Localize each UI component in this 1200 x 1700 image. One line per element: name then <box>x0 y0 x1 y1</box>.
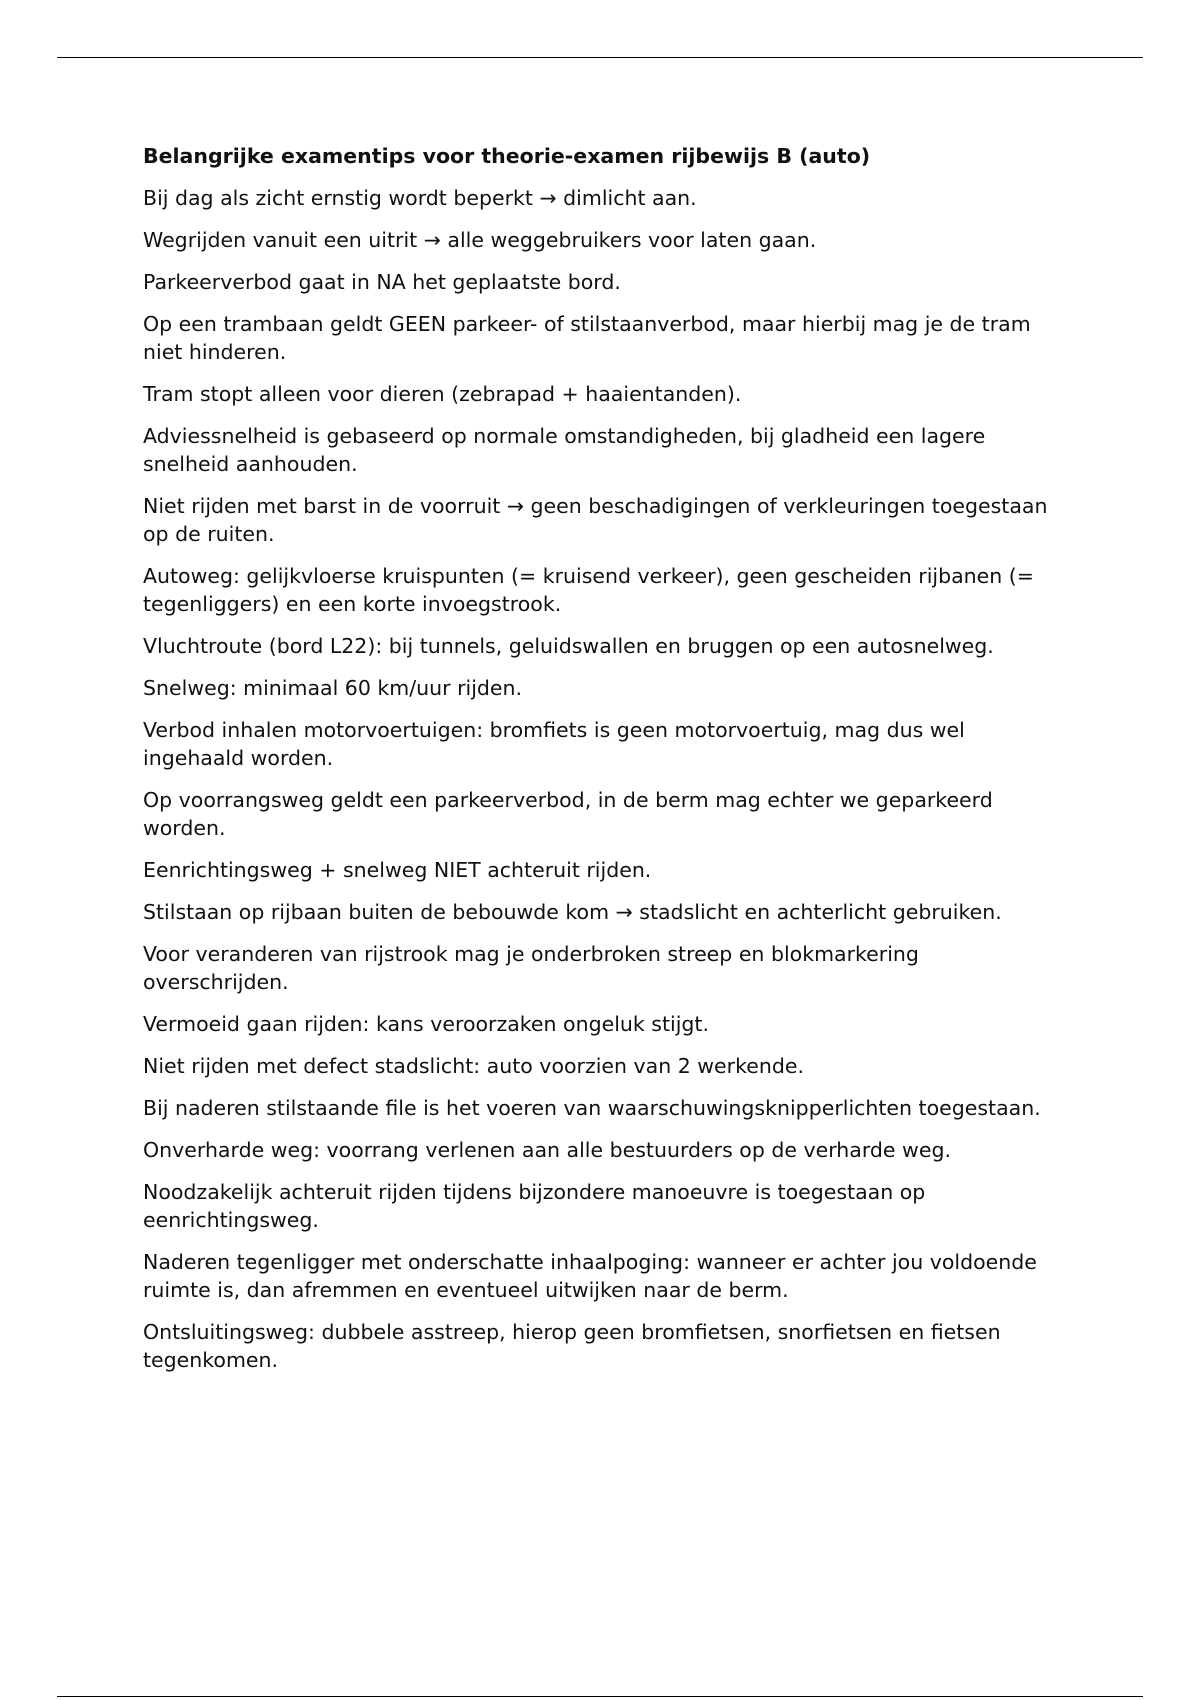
tip-paragraph: Tram stopt alleen voor dieren (zebrapad + haaientanden). <box>143 382 742 406</box>
document-body <box>143 142 1063 1388</box>
tip-paragraph: Niet rijden met defect stadslicht: auto voorzien van 2 werkende. <box>143 1054 804 1078</box>
tip-paragraph: Bij naderen stilstaande file is het voeren van waarschuwingsknipperlichten toegestaan. <box>143 1096 1041 1120</box>
document-title: Belangrijke examentips voor theorie-examen rijbewijs B (auto) <box>143 144 871 168</box>
tip-paragraph: Eenrichtingsweg + snelweg NIET achteruit rijden. <box>143 858 652 882</box>
tip-paragraph: Op een trambaan geldt GEEN parkeer- of stilstaanverbod, maar hierbij mag je de tram niet hinderen. <box>143 312 1031 364</box>
tip-paragraph: Wegrijden vanuit een uitrit → alle weggebruikers voor laten gaan. <box>143 228 817 252</box>
header-rule <box>57 57 1143 58</box>
tip-paragraph: Bij dag als zicht ernstig wordt beperkt → dimlicht aan. <box>143 186 697 210</box>
tip-paragraph: Vermoeid gaan rijden: kans veroorzaken ongeluk stijgt. <box>143 1012 709 1036</box>
tip-paragraph: Autoweg: gelijkvloerse kruispunten (= kruisend verkeer), geen gescheiden rijbanen (= tegenliggers) en een korte invoegstrook. <box>143 564 1034 616</box>
tip-paragraph: Niet rijden met barst in de voorruit → geen beschadigingen of verkleuringen toegestaan op de ruiten. <box>143 494 1048 546</box>
tip-paragraph: Snelweg: minimaal 60 km/uur rijden. <box>143 676 523 700</box>
tip-paragraph: Parkeerverbod gaat in NA het geplaatste bord. <box>143 270 621 294</box>
tip-paragraph: Onverharde weg: voorrang verlenen aan alle bestuurders op de verharde weg. <box>143 1138 951 1162</box>
tip-paragraph: Noodzakelijk achteruit rijden tijdens bijzondere manoeuvre is toegestaan op eenrichtingsweg. <box>143 1180 926 1232</box>
tip-paragraph: Vluchtroute (bord L22): bij tunnels, geluidswallen en bruggen op een autosnelweg. <box>143 634 994 658</box>
tip-paragraph: Ontsluitingsweg: dubbele asstreep, hierop geen bromfietsen, snorfietsen en fietsen tegenkomen. <box>143 1320 1001 1372</box>
tip-paragraph: Op voorrangsweg geldt een parkeerverbod, in de berm mag echter we geparkeerd worden. <box>143 788 993 840</box>
tip-paragraph: Adviessnelheid is gebaseerd op normale omstandigheden, bij gladheid een lagere snelheid aanhouden. <box>143 424 986 476</box>
footer-rule <box>57 1696 1143 1697</box>
tip-paragraph: Voor veranderen van rijstrook mag je onderbroken streep en blokmarkering overschrijden. <box>143 942 919 994</box>
tip-paragraph: Verbod inhalen motorvoertuigen: bromfiets is geen motorvoertuig, mag dus wel ingehaald worden. <box>143 718 965 770</box>
tip-paragraph: Naderen tegenligger met onderschatte inhaalpoging: wanneer er achter jou voldoende ruimte is, dan afremmen en eventueel uitwijken naar de berm. <box>143 1250 1037 1302</box>
tip-paragraph: Stilstaan op rijbaan buiten de bebouwde kom → stadslicht en achterlicht gebruiken. <box>143 900 1002 924</box>
